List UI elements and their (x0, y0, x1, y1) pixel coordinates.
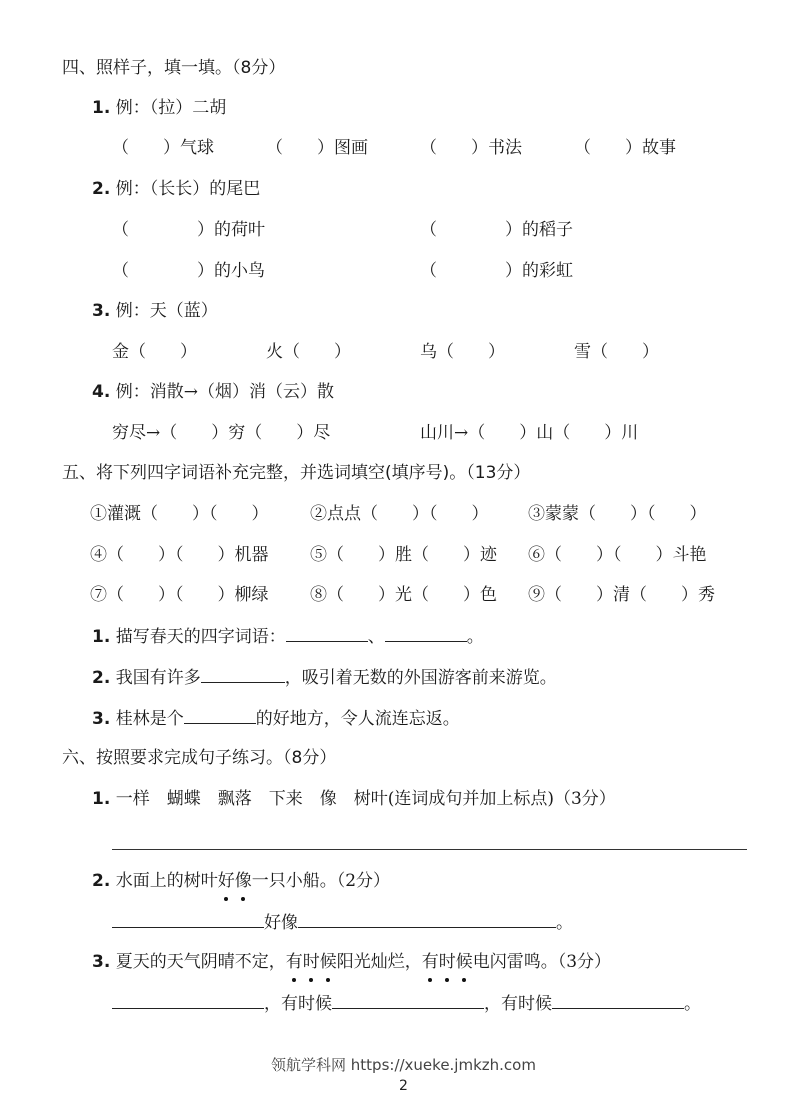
s5-word-7: ⑦（ ）（ ）柳绿 (90, 585, 269, 605)
s5-word-2: ②点点（ ）（ ） (310, 504, 489, 524)
s5-word-1: ①灌溉（ ）（ ） (90, 504, 269, 524)
emphasis-char: 有 (421, 952, 439, 972)
s4-q4-example (92, 381, 334, 403)
s6-q3 (92, 951, 611, 973)
section-5-title: 五、将下列四字词语补充完整，并选词填空(填序号)。（13分） (62, 463, 531, 483)
q1-prompt: 描写春天的四字词语： (115, 627, 286, 647)
answer-line[interactable] (112, 849, 747, 850)
section-4-title: 四、照样子，填一填。（8分） (62, 58, 286, 78)
separator: 、 (367, 627, 385, 647)
s4-q3-item-4: 雪（ ） (574, 342, 659, 362)
s4-q3-example (92, 300, 218, 322)
question-number: 3. (92, 709, 111, 729)
example-text: 例：天（蓝） (115, 301, 218, 321)
answer-blank[interactable] (184, 707, 256, 724)
s6-q3-fill (112, 992, 701, 1015)
s4-q2-item-1: （ ）的荷叶 (112, 220, 265, 240)
fill-word: ，有时候 (484, 994, 552, 1014)
answer-blank[interactable] (332, 992, 484, 1009)
q3-mid: 阳光灿烂， (336, 952, 422, 972)
emphasis-char: 时 (302, 952, 320, 972)
s5-word-3: ③蒙蒙（ ）（ ） (528, 504, 707, 524)
answer-blank[interactable] (286, 625, 368, 642)
answer-blank[interactable] (112, 992, 264, 1009)
emphasis-char: 像 (234, 871, 252, 891)
q3-post: 电闪雷鸣。（3分） (472, 952, 612, 972)
s6-q2 (92, 870, 390, 892)
question-number: 4. (92, 382, 111, 402)
answer-blank[interactable] (201, 666, 285, 683)
example-text: 例：（拉）二胡 (115, 98, 227, 118)
question-number: 1. (92, 98, 111, 118)
q3-prompt: 桂林是个 (115, 709, 184, 729)
emphasis-char: 时 (438, 952, 456, 972)
question-number: 3. (92, 952, 111, 972)
s4-q1-item-2: （ ）图画 (266, 138, 368, 158)
answer-blank[interactable] (552, 992, 684, 1009)
emphasized-text (286, 952, 337, 972)
s4-q2-item-3: （ ）的小鸟 (112, 261, 265, 281)
end-mark: 。 (556, 913, 573, 933)
watermark: 领航学科网 https://xueke.jmkzh.com (271, 1056, 536, 1074)
example-text: 例：消散→（烟）消（云）散 (115, 382, 334, 402)
question-number: 2. (92, 871, 111, 891)
question-number: 2. (92, 179, 111, 199)
s6-q1 (92, 788, 616, 810)
s4-q4-item-2: 山川→（ ）山（ ）川 (420, 423, 639, 443)
emphasis-word (218, 871, 252, 891)
end-mark: 。 (466, 627, 484, 647)
s4-q2-example (92, 178, 260, 200)
q2-pre: 水面上的树叶 (115, 871, 218, 891)
section-6-title: 六、按照要求完成句子练习。（8分） (62, 748, 337, 768)
q2-rest: ，吸引着无数的外国游客前来游览。 (284, 668, 557, 688)
s4-q1-item-3: （ ）书法 (420, 138, 522, 158)
s5-word-9: ⑨（ ）清（ ）秀 (528, 585, 715, 605)
s4-q3-item-2: 火（ ） (266, 342, 351, 362)
question-number: 3. (92, 301, 111, 321)
emphasis-char: 候 (455, 952, 473, 972)
answer-blank[interactable] (385, 625, 467, 642)
emphasized-text (422, 952, 473, 972)
s6-q2-fill (112, 911, 573, 934)
s5-word-5: ⑤（ ）胜（ ）迹 (310, 545, 497, 565)
q2-prompt: 我国有许多 (115, 668, 201, 688)
s4-q2-item-2: （ ）的稻子 (420, 220, 573, 240)
emphasized-text (218, 871, 252, 891)
s4-q3-item-3: 乌（ ） (420, 342, 505, 362)
s4-q1-item-4: （ ）故事 (574, 138, 676, 158)
s5-q2 (92, 666, 557, 689)
q1-text: 一样 蝴蝶 飘落 下来 像 树叶(连词成句并加上标点)（3分） (115, 789, 616, 809)
question-number: 2. (92, 668, 111, 688)
question-number: 1. (92, 627, 111, 647)
q3-pre: 夏天的天气阴晴不定， (115, 952, 286, 972)
s5-word-8: ⑧（ ）光（ ）色 (310, 585, 497, 605)
s4-q4-item-1: 穷尽→（ ）穷（ ）尽 (112, 423, 331, 443)
emphasis-char: 有 (285, 952, 303, 972)
s5-word-6: ⑥（ ）（ ）斗艳 (528, 545, 707, 565)
s4-q2-item-4: （ ）的彩虹 (420, 261, 573, 281)
s5-q3 (92, 707, 460, 730)
s4-q1-item-1: （ ）气球 (112, 138, 214, 158)
q3-rest: 的好地方，令人流连忘返。 (255, 709, 460, 729)
example-text: 例：（长长）的尾巴 (115, 179, 261, 199)
fill-word: 好像 (264, 913, 298, 933)
emphasis-char: 候 (319, 952, 337, 972)
fill-word: ，有时候 (264, 994, 332, 1014)
end-mark: 。 (684, 994, 701, 1014)
s5-word-4: ④（ ）（ ）机器 (90, 545, 269, 565)
emphasis-char: 好 (217, 871, 235, 891)
s4-q1-example (92, 97, 226, 119)
q2-post: 一只小船。（2分） (251, 871, 391, 891)
page-number: 2 (399, 1078, 408, 1094)
answer-blank[interactable] (112, 911, 264, 928)
s5-q1 (92, 625, 484, 648)
question-number: 1. (92, 789, 111, 809)
s4-q3-item-1: 金（ ） (112, 342, 197, 362)
answer-blank[interactable] (298, 911, 556, 928)
